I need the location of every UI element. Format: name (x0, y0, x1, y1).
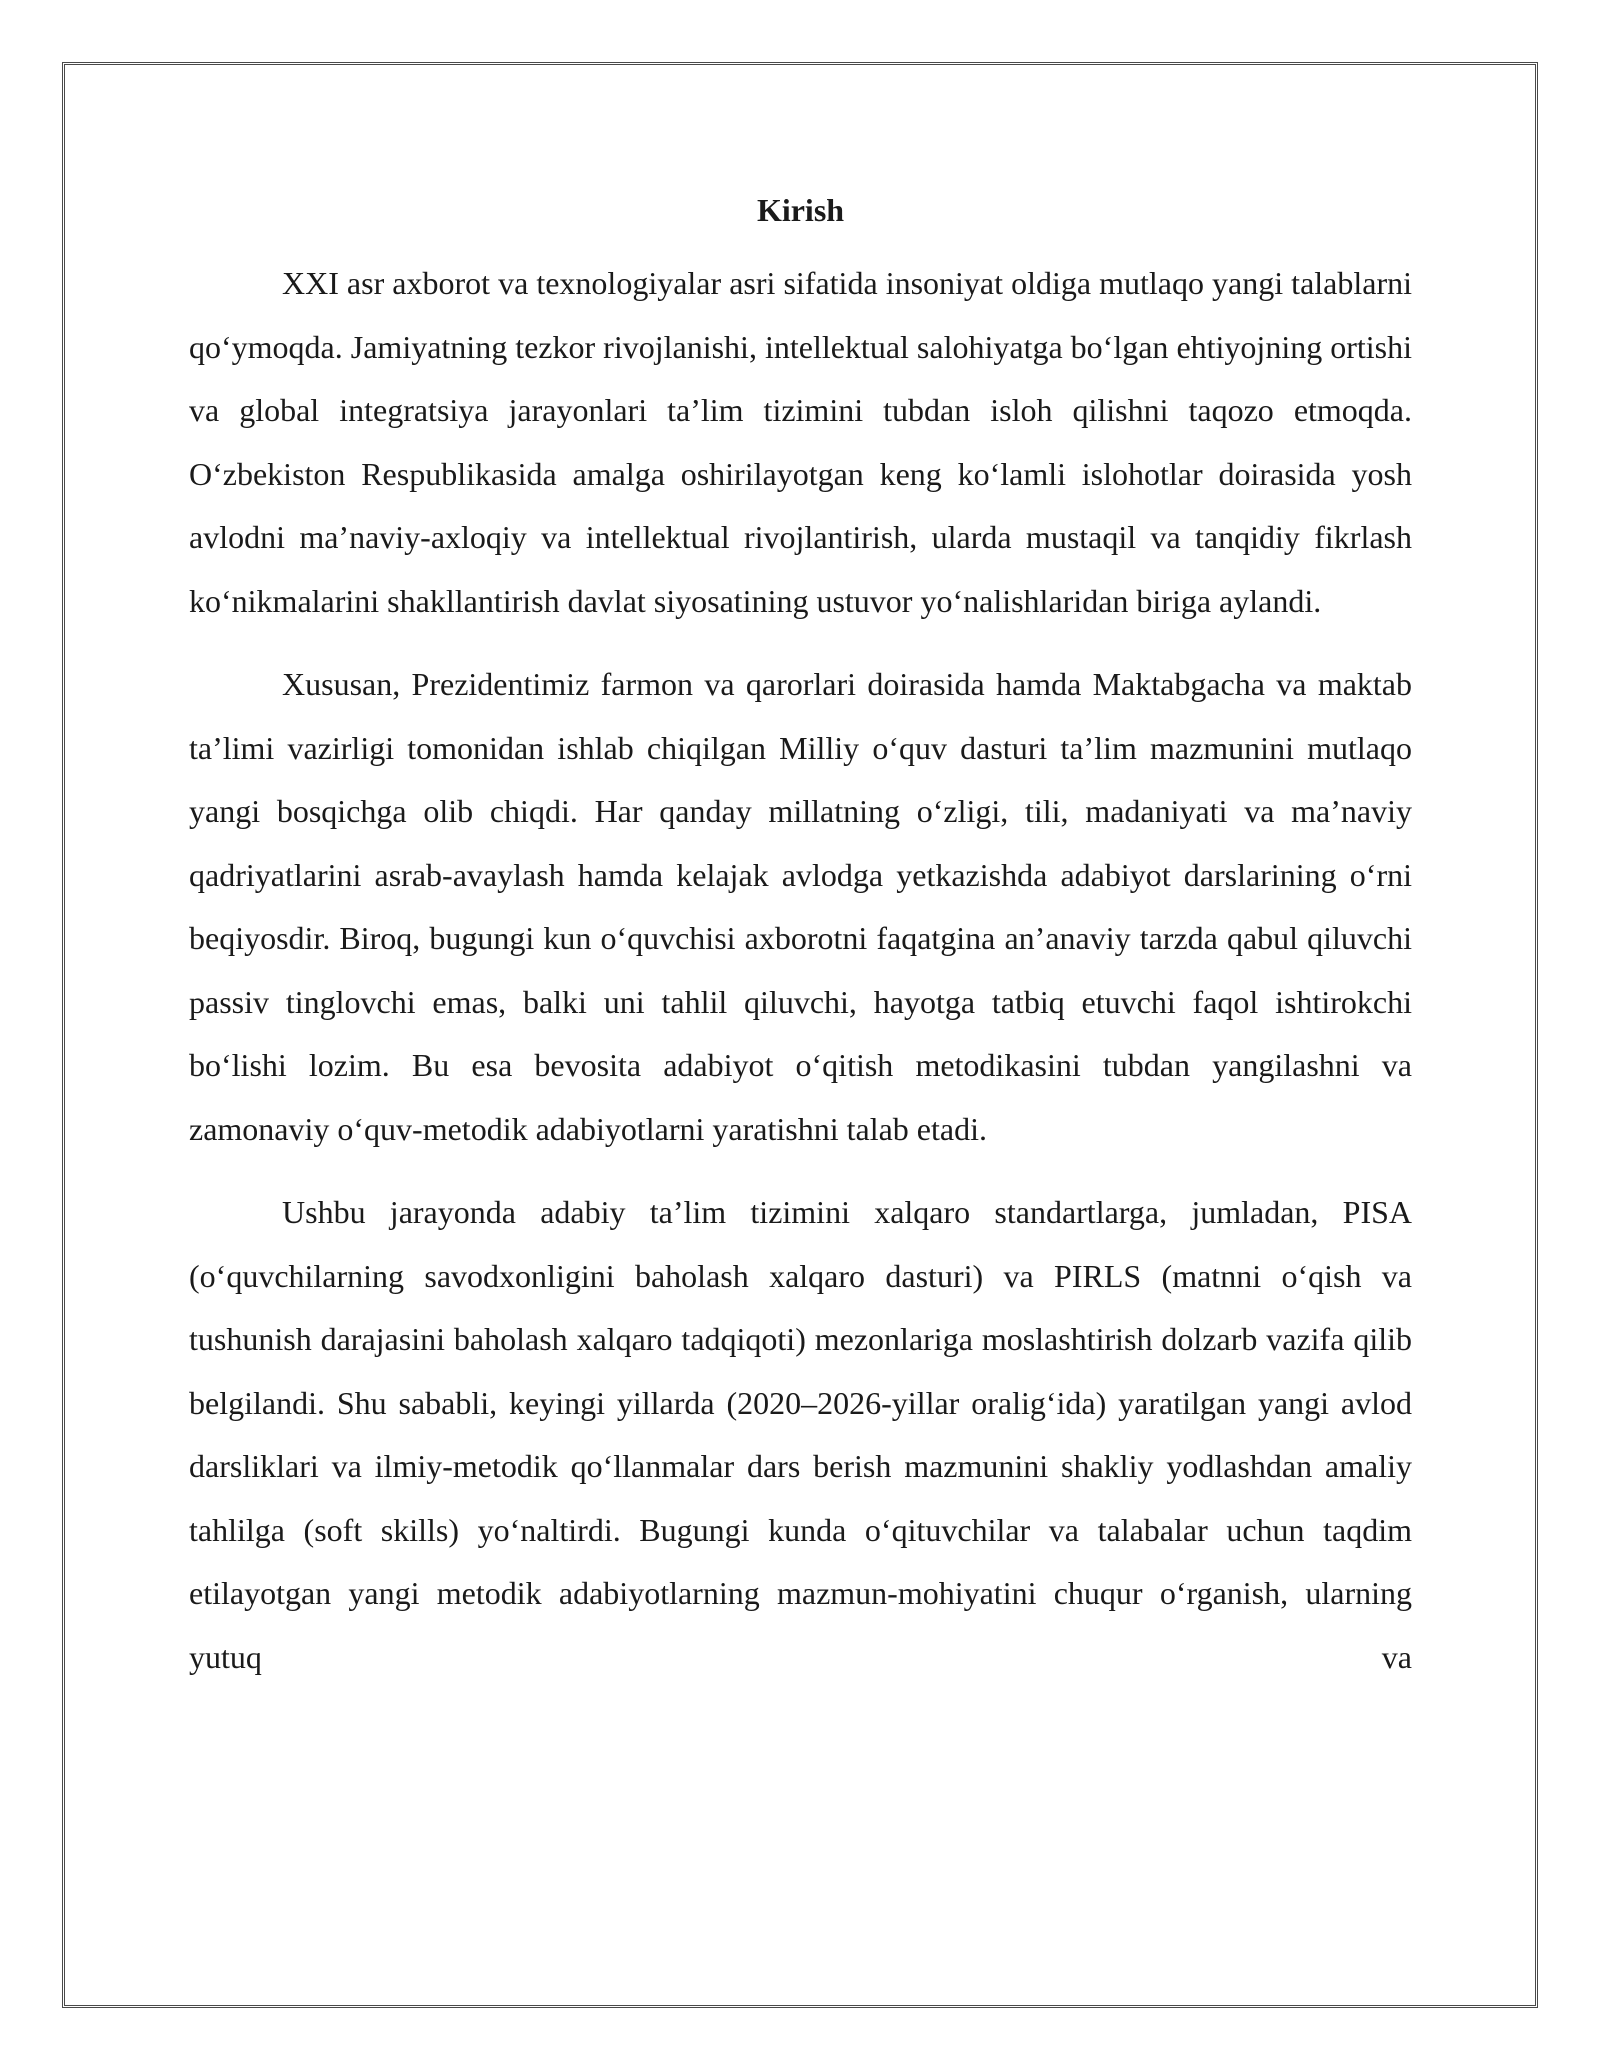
paragraph-2: Xususan, Prezidentimiz farmon va qarorlari doirasida hamda Maktabgacha va maktab ta’limi vazirligi tomonidan ishlab chiqilgan Milliy o‘quv dasturi ta’lim mazmunini mutlaqo yangi bosqichga olib chiqdi. Har qanday millatning o‘zligi, tili, madaniyati va ma’naviy qadriyatlarini asrab-avaylash hamda kelajak avlodga yetkazishda adabiyot darslarining o‘rni beqiyosdir. Biroq, bugungi kun o‘quvchisi axborotni faqatgina an’anaviy tarzda qabul qiluvchi passiv tinglovchi emas, balki uni tahlil qiluvchi, hayotga tatbiq etuvchi faqol ishtirokchi bo‘lishi lozim. Bu esa bevosita adabiyot o‘qitish metodikasini tubdan yangilashni va zamonaviy o‘quv-metodik adabiyotlarni yaratishni talab etadi. (189, 666, 1412, 1147)
page-title: Kirish (756, 192, 845, 228)
paragraph-1: XXI asr axborot va texnologiyalar asri sifatida insoniyat oldiga mutlaqo yangi talablarni qo‘ymoqda. Jamiyatning tezkor rivojlanishi, intellektual salohiyatga bo‘lgan ehtiyojning ortishi va global integratsiya jarayonlari ta’lim tizimini tubdan isloh qilishni taqozo etmoqda. O‘zbekiston Respublikasida amalga oshirilayotgan keng ko‘lamli islohotlar doirasida yosh avlodni ma’naviy-axloqiy va intellektual rivojlantirish, ularda mustaqil va tanqidiy fikrlash ko‘nikmalarini shakllantirish davlat siyosatining ustuvor yo‘nalishlaridan biriga aylandi. (189, 265, 1412, 619)
paragraph-3: Ushbu jarayonda adabiy ta’lim tizimini xalqaro standartlarga, jumladan, PISA (o‘quvchilarning savodxonligini baholash xalqaro dasturi) va PIRLS (matnni o‘qish va tushunish darajasini baholash xalqaro tadqiqoti) mezonlariga moslashtirish dolzarb vazifa qilib belgilandi. Shu sababli, keyingi yillarda (2020–2026-yillar oralig‘ida) yaratilgan yangi avlod darsliklari va ilmiy-metodik qo‘llanmalar dars berish mazmunini shakliy yodlashdan amaliy tahlilga (soft skills) yo‘naltirdi. Bugungi kunda o‘qituvchilar va talabalar uchun taqdim etilayotgan yangi metodik adabiyotlarning mazmun-mohiyatini chuqur o‘rganish, ularning yutuq va (189, 1194, 1412, 1675)
document-body (189, 186, 1412, 1689)
